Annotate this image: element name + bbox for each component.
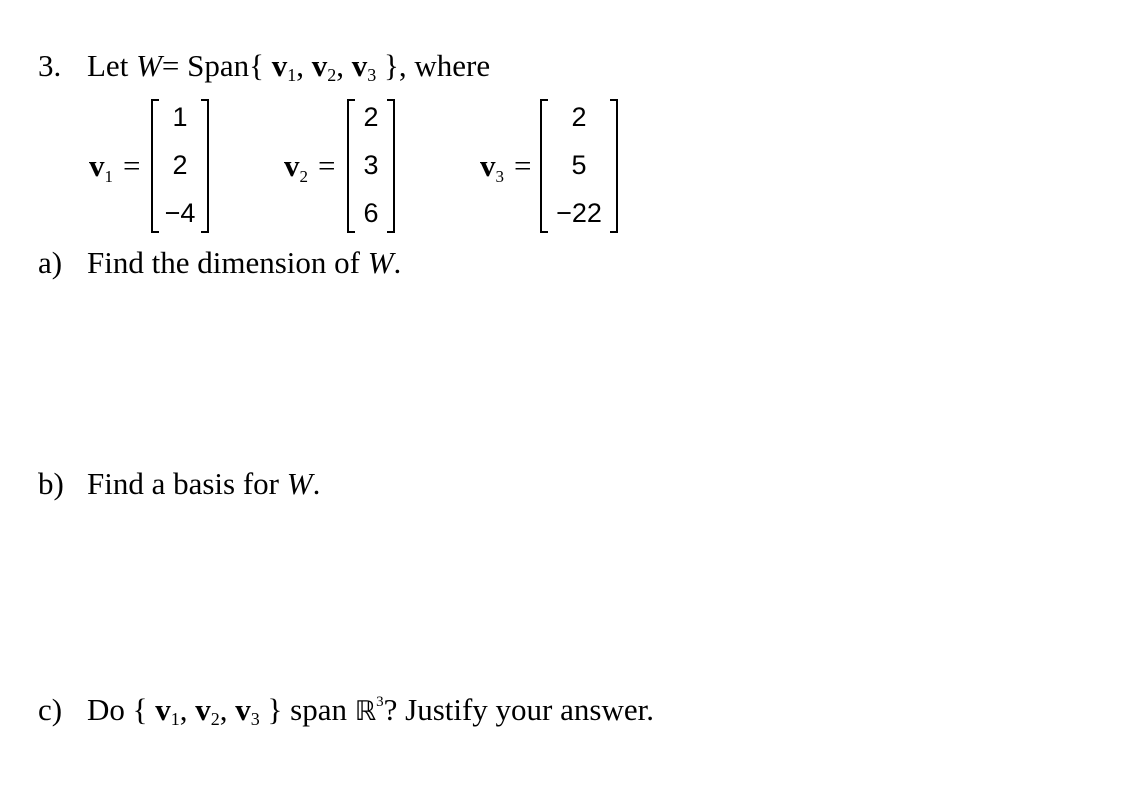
vector-v3-label: $v_3$ = [480,148,532,186]
part-a-question: Find the dimension of W. [87,245,402,280]
part-b-label: b) [38,466,64,501]
matrix-entry: 5 [571,150,587,180]
vector-v1-label: $v_1$ = [89,148,141,186]
part-a-label: a) [38,245,63,280]
part-c-question: Do { $v_1$, $v_2$, $v_3$ } span ℝ$^3$? Justify your answer. [87,692,654,729]
vector-v3-matrix [540,99,618,233]
problem-statement: Let W= Span{ $v_1$, $v_2$, $v_3$ }, where [87,48,491,85]
matrix-entry: 3 [363,150,379,180]
part-c-label: c) [38,692,63,727]
real-numbers-symbol: ℝ [354,696,377,727]
vector-v2-matrix [347,99,395,233]
matrix-entry: 2 [571,102,587,132]
part-b-question: Find a basis for W. [87,466,321,501]
matrix-entry: 2 [172,150,188,180]
matrix-entry: 2 [363,102,379,132]
matrix-entry: 6 [363,198,379,228]
matrix-entry: 1 [172,102,188,132]
problem-number: 3. [38,48,62,83]
vector-v2-label: $v_2$ = [284,148,336,186]
matrix-entry: −22 [556,198,602,228]
vector-v1-matrix [151,99,209,233]
matrix-entry: −4 [164,198,196,228]
